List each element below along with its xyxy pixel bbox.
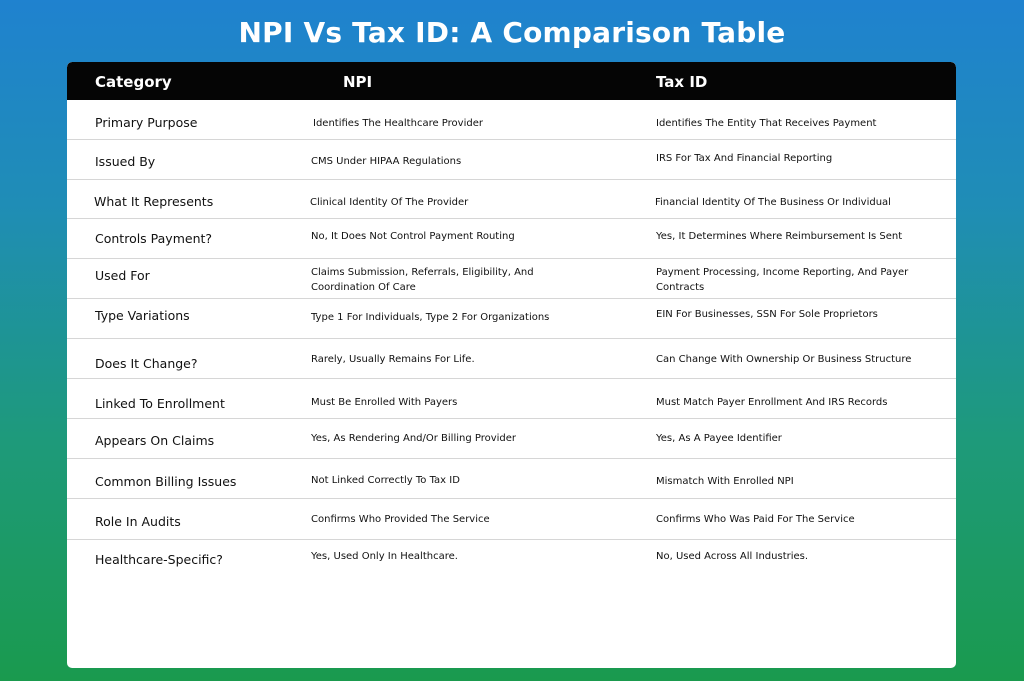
row-npi: Confirms Who Provided The Service <box>311 514 490 525</box>
row-tax-id: Financial Identity Of The Business Or Individual <box>655 197 891 208</box>
table-row <box>67 299 956 339</box>
row-category: Role In Audits <box>95 514 181 529</box>
table-row <box>67 459 956 499</box>
table-row <box>67 140 956 180</box>
row-npi: Claims Submission, Referrals, Eligibility, And Coordination Of Care <box>311 267 534 293</box>
row-npi: Type 1 For Individuals, Type 2 For Organizations <box>311 312 550 323</box>
table-row <box>67 339 956 379</box>
table-row <box>67 180 956 219</box>
table-row <box>67 499 956 540</box>
row-npi: Identifies The Healthcare Provider <box>313 118 483 129</box>
row-category: Healthcare-Specific? <box>95 552 223 567</box>
table-header <box>67 62 956 100</box>
row-tax-id: EIN For Businesses, SSN For Sole Proprietors <box>656 309 878 320</box>
row-category: Issued By <box>95 154 156 169</box>
row-category: Controls Payment? <box>95 231 213 246</box>
row-category: Linked To Enrollment <box>95 396 225 411</box>
row-npi: Yes, Used Only In Healthcare. <box>311 551 458 562</box>
table-row <box>67 419 956 459</box>
table-body <box>67 100 956 580</box>
table-row <box>67 259 956 299</box>
row-npi: Must Be Enrolled With Payers <box>311 397 458 408</box>
row-tax-id: Yes, It Determines Where Reimbursement Is Sent <box>656 231 903 242</box>
row-npi: Yes, As Rendering And/Or Billing Provider <box>311 433 517 444</box>
row-category: Primary Purpose <box>95 115 198 130</box>
row-npi: Clinical Identity Of The Provider <box>310 197 469 208</box>
page-title: NPI Vs Tax ID: A Comparison Table <box>238 16 786 49</box>
row-category: Common Billing Issues <box>95 474 237 489</box>
row-tax-id: Payment Processing, Income Reporting, And Payer Contracts <box>656 267 909 293</box>
row-npi: Not Linked Correctly To Tax ID <box>311 475 460 486</box>
header-npi: NPI <box>343 73 373 91</box>
row-category: Type Variations <box>95 308 190 323</box>
row-category: Used For <box>95 268 150 283</box>
row-tax-id: Mismatch With Enrolled NPI <box>656 476 794 487</box>
row-tax-id: IRS For Tax And Financial Reporting <box>656 153 833 164</box>
table-row <box>67 379 956 419</box>
row-category: What It Represents <box>94 194 214 209</box>
header-tax-id: Tax ID <box>656 73 708 91</box>
comparison-table <box>67 62 956 668</box>
row-tax-id: Must Match Payer Enrollment And IRS Records <box>656 397 888 408</box>
row-category: Does It Change? <box>95 356 198 371</box>
row-tax-id: Confirms Who Was Paid For The Service <box>656 514 855 525</box>
row-tax-id: Yes, As A Payee Identifier <box>656 433 782 444</box>
row-tax-id: Identifies The Entity That Receives Payment <box>656 118 877 129</box>
table-row <box>67 100 956 140</box>
row-npi: CMS Under HIPAA Regulations <box>311 156 462 167</box>
row-tax-id: No, Used Across All Industries. <box>656 551 809 562</box>
table-row <box>67 219 956 259</box>
row-category: Appears On Claims <box>95 433 215 448</box>
row-npi: No, It Does Not Control Payment Routing <box>311 231 515 242</box>
header-category: Category <box>95 73 172 91</box>
row-npi: Rarely, Usually Remains For Life. <box>311 354 475 365</box>
table-row <box>67 540 956 580</box>
row-tax-id: Can Change With Ownership Or Business Structure <box>656 354 912 365</box>
